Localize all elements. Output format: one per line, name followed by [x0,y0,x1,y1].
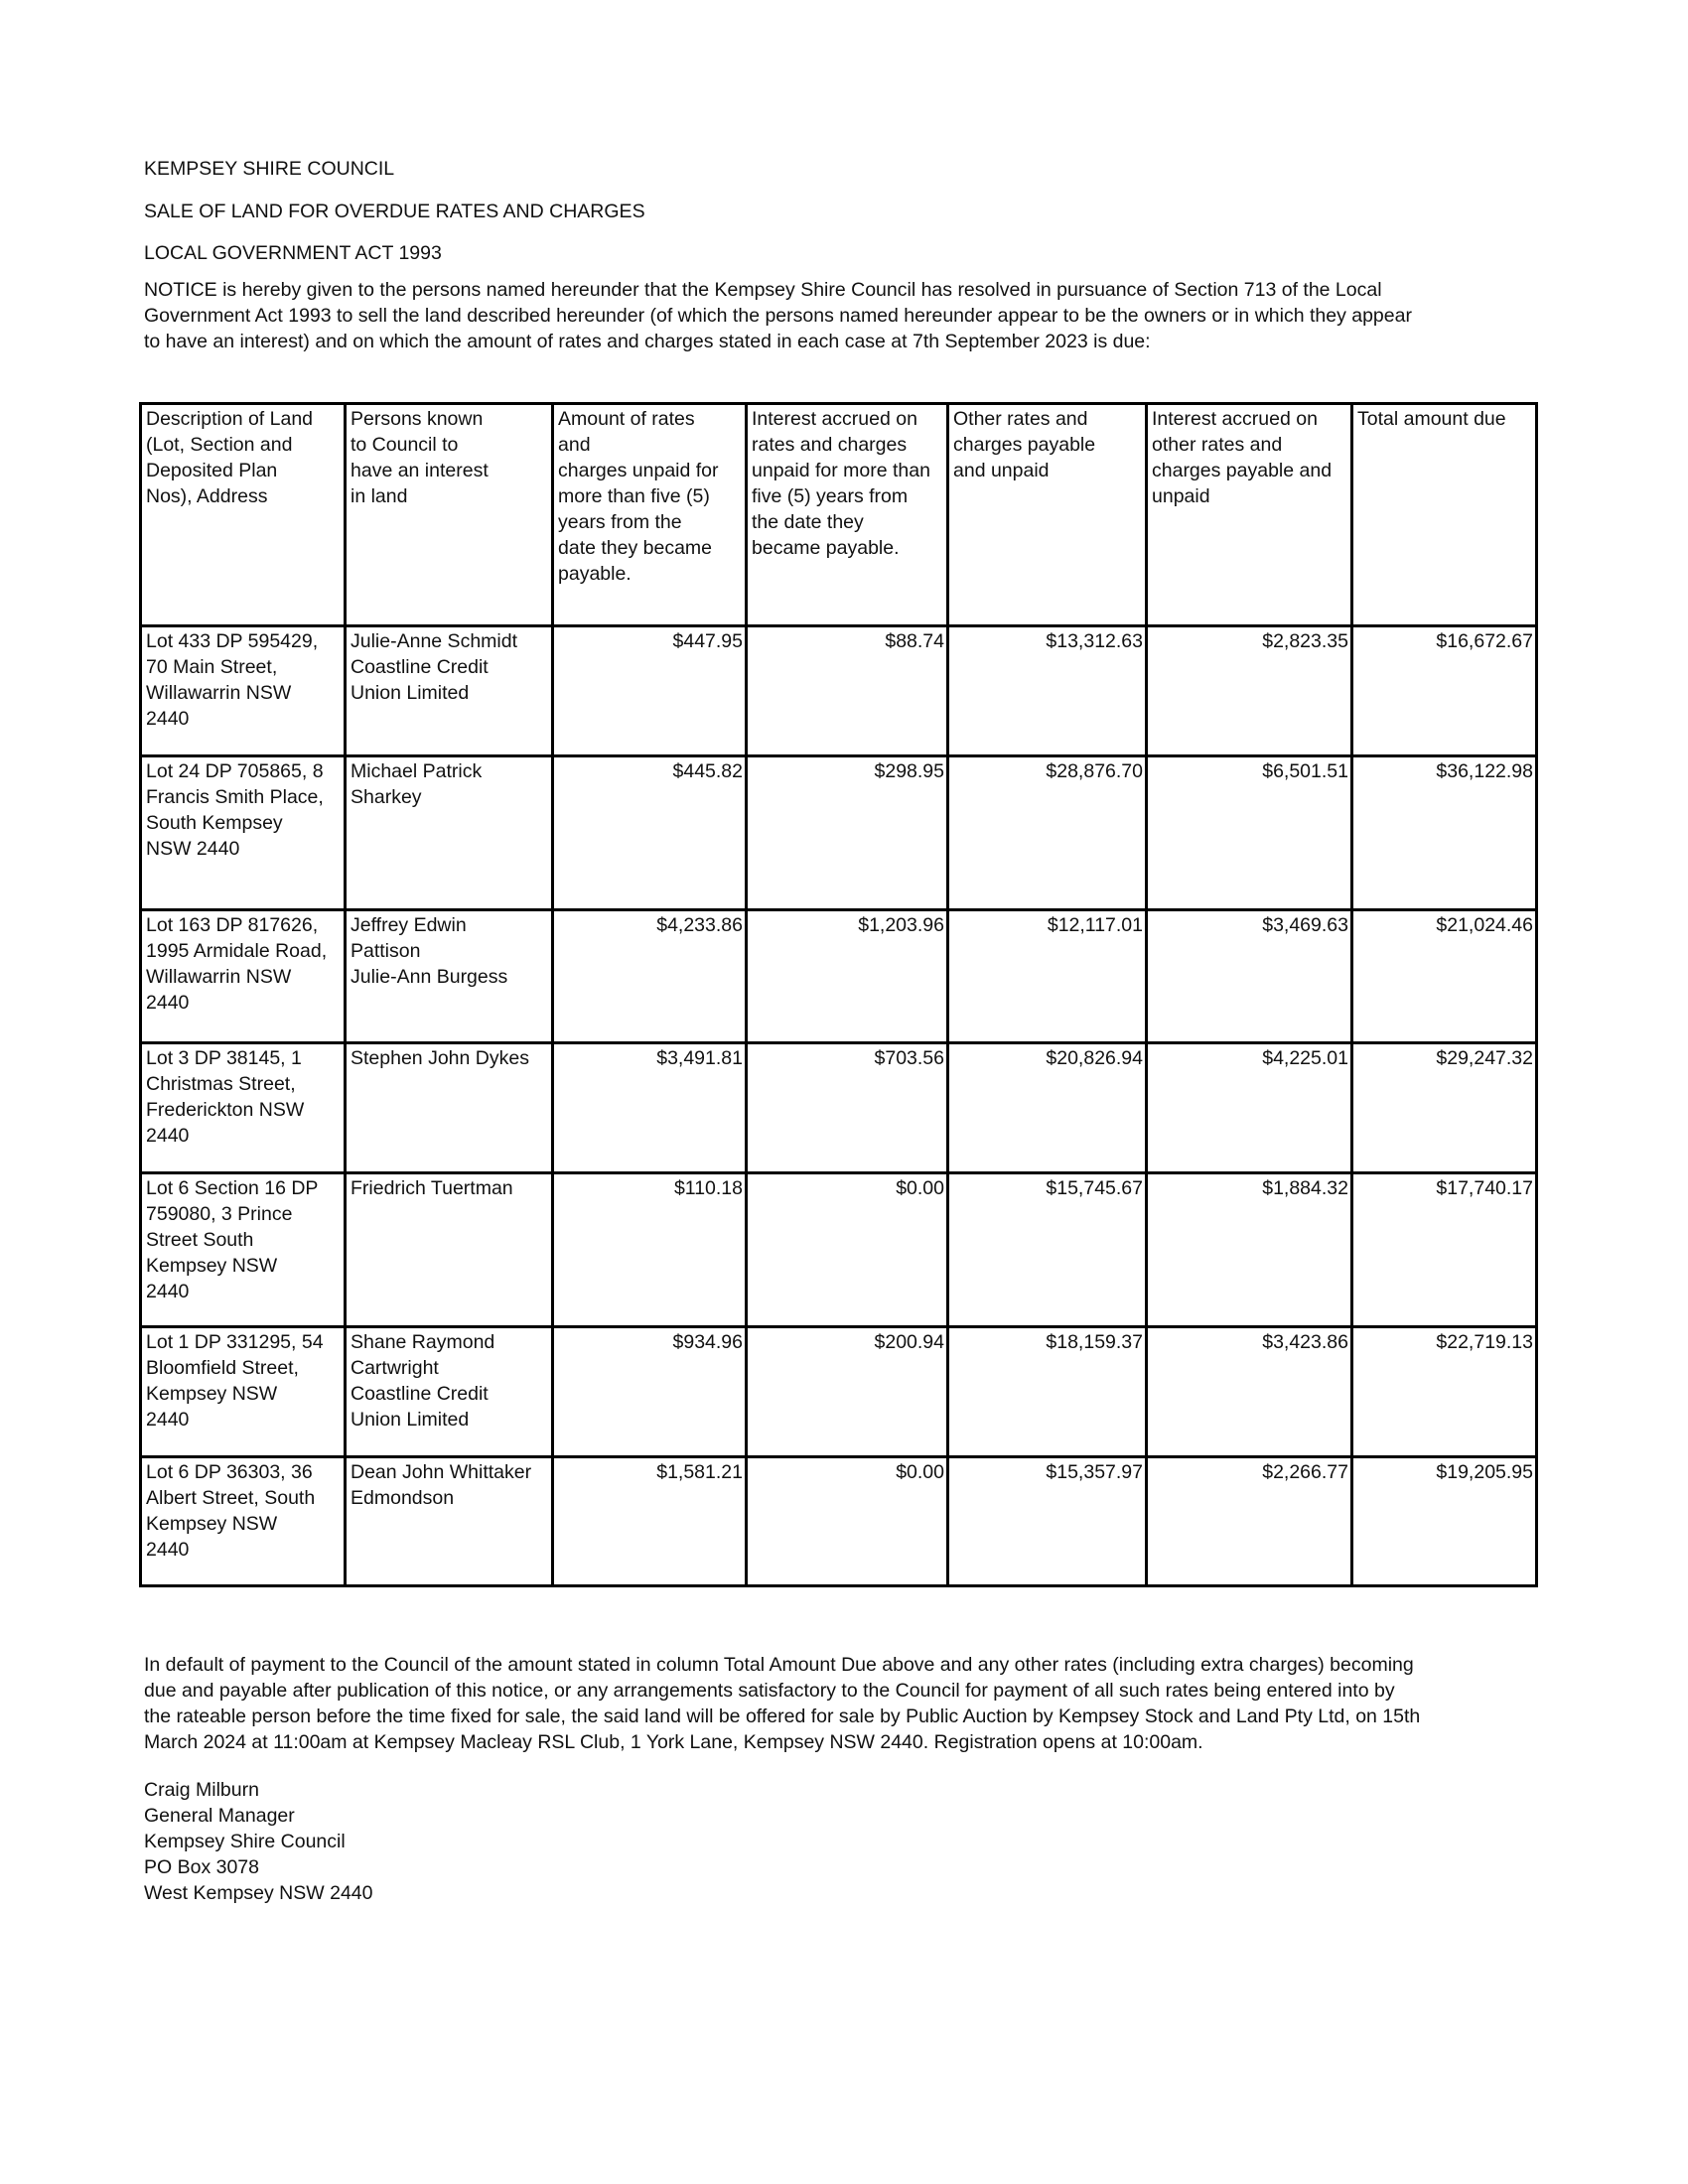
other-rates-cell: $13,312.63 [948,626,1147,756]
interest-over-5y-cell: $0.00 [747,1457,948,1586]
interest-over-5y-cell: $298.95 [747,756,948,910]
header-interest-over-5y: Interest accrued on rates and charges unpaid for more than five (5) years from the date they became payable. [747,404,948,626]
header-persons: Persons known to Council to have an interest in land [346,404,553,626]
signatory-locality: West Kempsey NSW 2440 [144,1882,373,1904]
rates-over-5y-cell: $1,581.21 [553,1457,747,1586]
total-cell: $16,672.67 [1352,626,1537,756]
description-cell: Lot 6 DP 36303, 36 Albert Street, South Kempsey NSW 2440 [141,1457,346,1586]
signatory-name: Craig Milburn [144,1779,259,1801]
interest-other-cell: $2,823.35 [1147,626,1352,756]
total-cell: $22,719.13 [1352,1327,1537,1457]
total-cell: $17,740.17 [1352,1173,1537,1327]
rates-over-5y-cell: $3,491.81 [553,1043,747,1173]
rates-over-5y-cell: $445.82 [553,756,747,910]
default-line: March 2024 at 11:00am at Kempsey Macleay RSL Club, 1 York Lane, Kempsey NSW 2440. Registration opens at 10:00am. [144,1731,1203,1753]
description-cell: Lot 1 DP 331295, 54 Bloomfield Street, Kempsey NSW 2440 [141,1327,346,1457]
intro-line: Government Act 1993 to sell the land described hereunder (of which the persons named hereunder appear to be the owners or in which they appear [144,305,1412,327]
default-line: the rateable person before the time fixed for sale, the said land will be offered for sale by Public Auction by Kempsey Stock and Land Pty Ltd, on 15th [144,1706,1421,1727]
interest-over-5y-cell: $88.74 [747,626,948,756]
rates-over-5y-cell: $110.18 [553,1173,747,1327]
total-cell: $29,247.32 [1352,1043,1537,1173]
council-name: KEMPSEY SHIRE COUNCIL [144,158,395,180]
act-reference: LOCAL GOVERNMENT ACT 1993 [144,242,442,264]
description-cell: Lot 163 DP 817626, 1995 Armidale Road, Willawarrin NSW 2440 [141,910,346,1043]
description-cell: Lot 6 Section 16 DP 759080, 3 Prince Street South Kempsey NSW 2440 [141,1173,346,1327]
persons-cell: Michael Patrick Sharkey [346,756,553,910]
default-payment-paragraph [144,1652,1544,1755]
description-cell: Lot 433 DP 595429, 70 Main Street, Willawarrin NSW 2440 [141,626,346,756]
interest-other-cell: $3,423.86 [1147,1327,1352,1457]
interest-other-cell: $3,469.63 [1147,910,1352,1043]
other-rates-cell: $18,159.37 [948,1327,1147,1457]
table-row [141,1457,1537,1586]
interest-over-5y-cell: $0.00 [747,1173,948,1327]
header-description: Description of Land (Lot, Section and Deposited Plan Nos), Address [141,404,346,626]
description-cell: Lot 24 DP 705865, 8 Francis Smith Place, South Kempsey NSW 2440 [141,756,346,910]
header-interest-other: Interest accrued on other rates and charges payable and unpaid [1147,404,1352,626]
table-row [141,1173,1537,1327]
properties-table [139,402,1538,1587]
other-rates-cell: $15,745.67 [948,1173,1147,1327]
default-line: In default of payment to the Council of the amount stated in column Total Amount Due above and any other rates (including extra charges) becoming [144,1654,1414,1676]
interest-other-cell: $4,225.01 [1147,1043,1352,1173]
table-row [141,910,1537,1043]
interest-over-5y-cell: $200.94 [747,1327,948,1457]
default-line: due and payable after publication of this notice, or any arrangements satisfactory to the Council for payment of all such rates being entered into by [144,1680,1395,1702]
header-total: Total amount due [1352,404,1537,626]
rates-over-5y-cell: $4,233.86 [553,910,747,1043]
header-other-rates: Other rates and charges payable and unpaid [948,404,1147,626]
persons-cell: Jeffrey Edwin Pattison Julie-Ann Burgess [346,910,553,1043]
persons-cell: Julie-Anne Schmidt Coastline Credit Union Limited [346,626,553,756]
intro-paragraph [144,277,1544,354]
total-cell: $36,122.98 [1352,756,1537,910]
total-cell: $19,205.95 [1352,1457,1537,1586]
signatory-po-box: PO Box 3078 [144,1856,259,1878]
table-row [141,756,1537,910]
persons-cell: Dean John Whittaker Edmondson [346,1457,553,1586]
signatory-position: General Manager [144,1805,295,1827]
interest-other-cell: $1,884.32 [1147,1173,1352,1327]
interest-other-cell: $6,501.51 [1147,756,1352,910]
other-rates-cell: $28,876.70 [948,756,1147,910]
total-cell: $21,024.46 [1352,910,1537,1043]
signature-block [144,1777,372,1906]
intro-line: NOTICE is hereby given to the persons named hereunder that the Kempsey Shire Council has resolved in pursuance of Section 713 of the Local [144,279,1382,301]
description-cell: Lot 3 DP 38145, 1 Christmas Street, Frederickton NSW 2440 [141,1043,346,1173]
table-row [141,1043,1537,1173]
rates-over-5y-cell: $934.96 [553,1327,747,1457]
persons-cell: Friedrich Tuertman [346,1173,553,1327]
other-rates-cell: $15,357.97 [948,1457,1147,1586]
signatory-organisation: Kempsey Shire Council [144,1831,346,1852]
persons-cell: Shane Raymond Cartwright Coastline Credit Union Limited [346,1327,553,1457]
interest-other-cell: $2,266.77 [1147,1457,1352,1586]
table-row [141,1327,1537,1457]
table-header-row [141,404,1537,626]
notice-title: SALE OF LAND FOR OVERDUE RATES AND CHARGES [144,201,645,222]
header-rates-over-5y: Amount of rates and charges unpaid for more than five (5) years from the date they became payable. [553,404,747,626]
persons-cell: Stephen John Dykes [346,1043,553,1173]
rates-over-5y-cell: $447.95 [553,626,747,756]
interest-over-5y-cell: $1,203.96 [747,910,948,1043]
other-rates-cell: $20,826.94 [948,1043,1147,1173]
other-rates-cell: $12,117.01 [948,910,1147,1043]
interest-over-5y-cell: $703.56 [747,1043,948,1173]
table-row [141,626,1537,756]
intro-line: to have an interest) and on which the amount of rates and charges stated in each case at 7th September 2023 is due: [144,331,1151,352]
